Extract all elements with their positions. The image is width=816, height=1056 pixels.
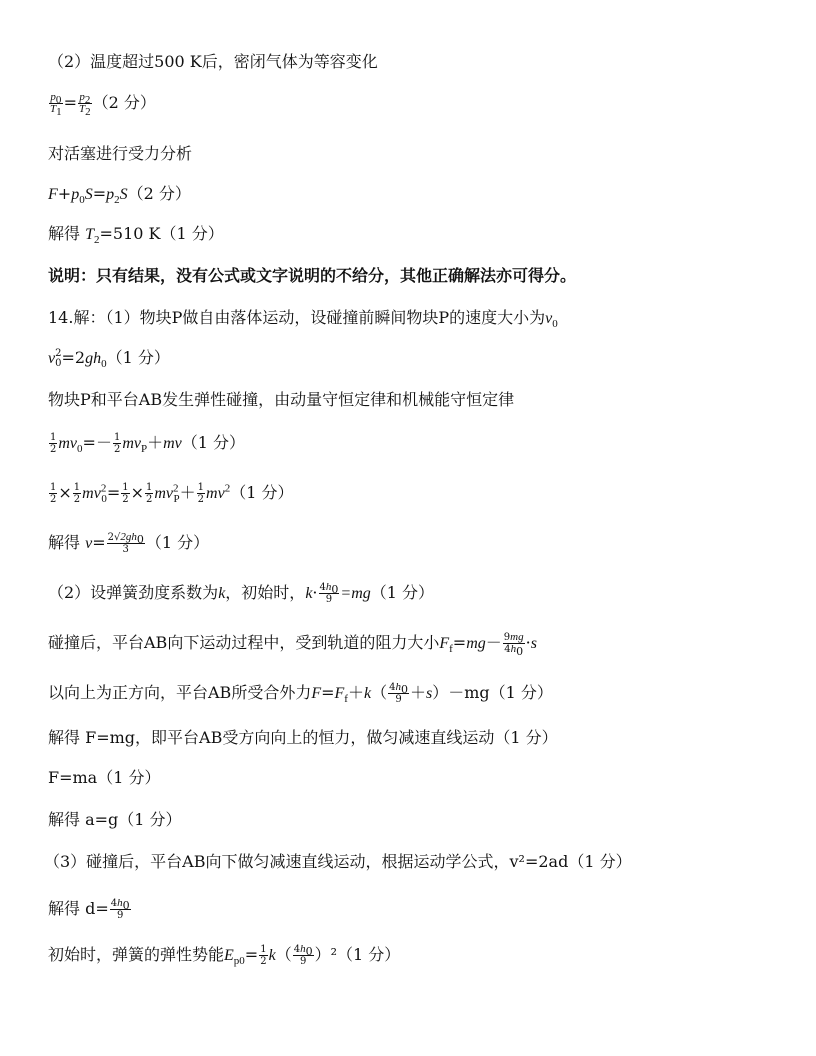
equation-line-11: $\frac{1}{2}$ × $\frac{1}{2}$ $mv^2_0=$ $\frac{1}{2}$ × $\frac{1}{2}$ $mv^2_P+$ $\frac{1}{2}$ $mv^2(1$ 分） [50, 482, 294, 506]
fraction-p2-T2: $\frac{p_2}{T_2}$ [79, 91, 91, 118]
equation-line-2: $\frac{p_0}{T_1}$ = $\frac{p_2}{T_2}$ （2 分） [50, 91, 156, 118]
equation-line-5: 解得 $T_2=510$ K（1 分） [48, 224, 224, 247]
text-line-9: 物块P和平台AB发生弹性碰撞，由动量守恒定律和机械能守恒定律 [48, 390, 515, 409]
text-line-19: （3）碰撞后，平台AB向下做匀减速直线运动，根据运动学公式，v²=2ad（1 分） [44, 852, 632, 871]
fraction-p0-T1: $\frac{p_0}{T_1}$ [50, 91, 62, 118]
equation-line-18: 解得 a=g（1 分） [48, 810, 182, 829]
note-line-6: 说明：只有结果，没有公式或文字说明的不给分，其他正确解法亦可得分。 [48, 266, 577, 285]
equation-line-21: 初始时，弹簧的弹性势能$E_{p0}=$ $\frac{1}{2}$ k（ $\frac{4h_0}{9}$ ）²（1 分） [48, 943, 401, 968]
equation-line-20: 解得 d= $\frac{4h_0}{9}$ [48, 897, 130, 921]
equation-line-13: （2）设弹簧劲度系数为k，初始时，k· $\frac{4h_0}{9}$ =mg（1 分） [48, 581, 435, 605]
equation-line-12: 解得 v= $\frac{2√2gh_0}{3}$ （1 分） [48, 531, 210, 555]
text-line-1: （2）温度超过500 K后，密闭气体为等容变化 [48, 52, 378, 71]
equation-line-14: 碰撞后，平台AB向下运动过程中，受到轨道的阻力大小$F_f=mg-$ $\frac{9mg}{4h_0}$ ·s [48, 631, 537, 658]
text-line-3: 对活塞进行受力分析 [48, 144, 193, 163]
equation-line-15: 以向上为正方向，平台AB所受合外力$F=F_f+k$（ $\frac{4h_0}{9}$ ＋s）－mg（1 分） [48, 681, 553, 706]
equation-line-8: v 2 0 $=2gh_0(1$ 分） [48, 347, 170, 371]
text-line-7: 14.解：（1）物块P做自由落体运动，设碰撞前瞬间物块P的速度大小为$v_0$ [48, 308, 558, 331]
equation-line-10: $\frac{1}{2}$ $mv_0=-$ $\frac{1}{2}$ $mv_P+mv(1$ 分） [50, 432, 246, 456]
equation-line-4: $F+p_0S=p_2S(2$ 分） [48, 184, 191, 207]
equation-line-17: F=ma（1 分） [48, 768, 161, 787]
text-line-16: 解得 F=mg，即平台AB受方向向上的恒力，做匀减速直线运动（1 分） [48, 728, 558, 747]
